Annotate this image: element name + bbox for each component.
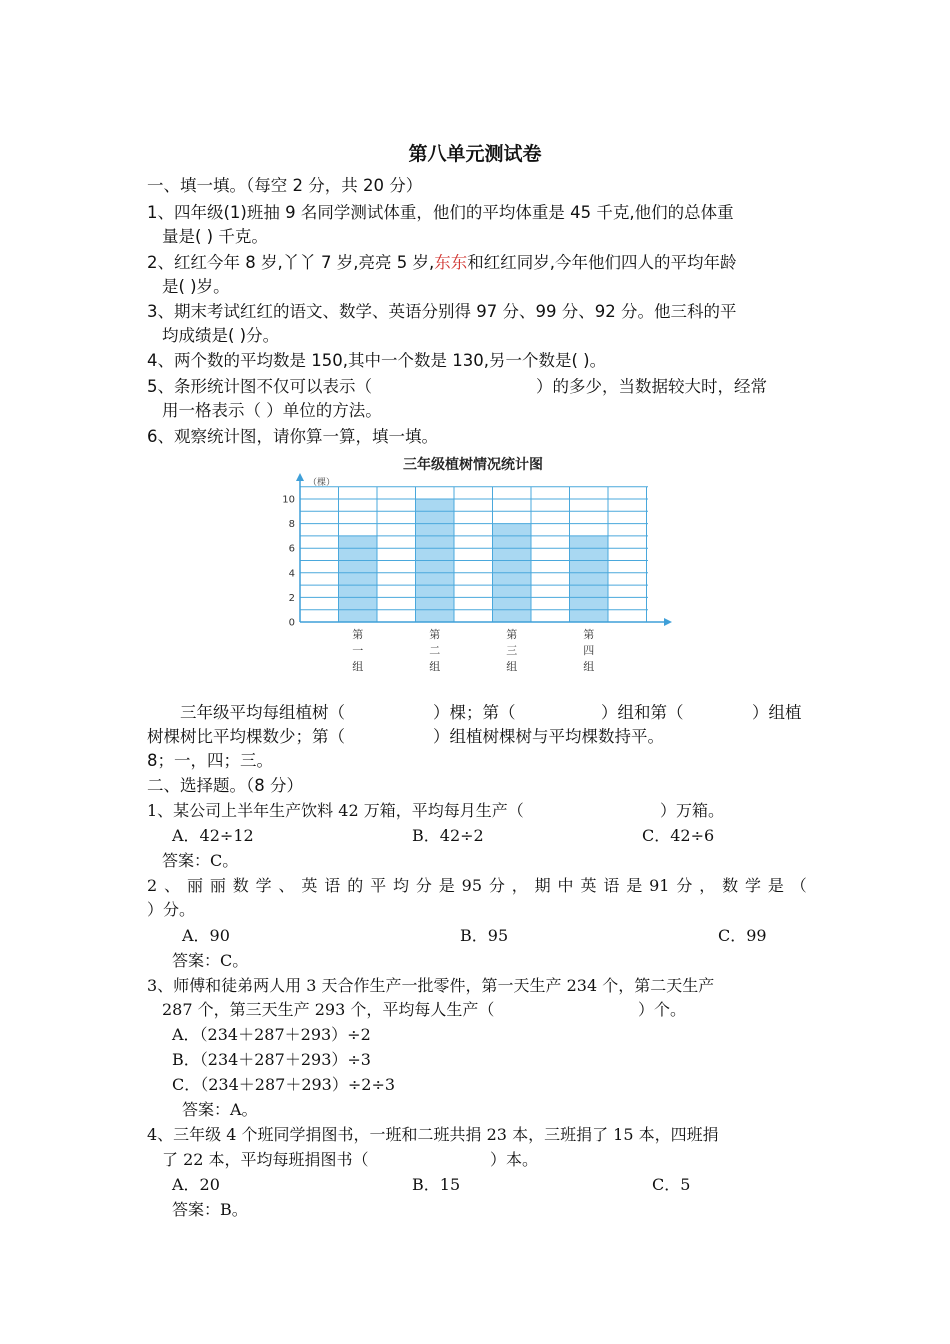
c2-stem-token: 是 [626,876,643,895]
c4-option-b: B．15 [412,1175,461,1194]
bar-1 [339,536,378,622]
c1-option-a: A．42÷12 [172,826,254,845]
section-1-header: 一、填一填。（每空 2 分，共 20 分） [147,176,423,195]
q2-line2: 是( )岁。 [162,277,230,296]
x-category-label: 二 [429,644,441,657]
c1-stem-b: ）万箱。 [660,801,725,820]
c2-stem-token: 数 [232,876,249,895]
x-category-label: 第 [429,628,441,641]
c2-stem-token: 丽 [186,876,203,895]
c4-line2-b: ）本。 [490,1150,539,1169]
c2-stem-token: 语 [324,876,341,895]
c2-stem-token: 丽 [209,876,226,895]
x-category-label: 组 [352,660,364,673]
c2-stem-token: 、 [278,876,295,895]
c1-option-b: B．42÷2 [412,826,484,845]
c2-stem-token: 95 [461,876,482,895]
x-axis-arrow [664,618,672,626]
c2-stem-token: 语 [603,876,620,895]
c2-stem-token: 是 [438,876,455,895]
q4-line1: 4、两个数的平均数是 150,其中一个数是 130,另一个数是( )。 [147,351,607,370]
q3-line2: 均成绩是( )分。 [162,326,280,345]
q6-answer: 8；一，四；三。 [147,751,273,770]
section-2-header: 二、选择题。（8 分） [147,776,303,795]
q6-fill-l1-a: 三年级平均每组植树（ [180,703,345,722]
x-category-label: 第 [352,628,364,641]
chart-svg [268,449,678,679]
chart-title: 三年级植树情况统计图 [403,457,543,473]
c1-stem-a: 1、某公司上半年生产饮料 42 万箱，平均每月生产（ [147,801,524,820]
q1-line1: 1、四年级(1)班抽 9 名同学测试体重，他们的平均体重是 45 千克,他们的总体重 [147,203,734,222]
c2-stem-token: 分 [488,876,505,895]
q5-line1-b: ）的多少，当数据较大时，经常 [536,377,767,396]
c2-stem-token: 分 [415,876,432,895]
tree-planting-bar-chart [268,449,678,679]
page-title: 第八单元测试卷 [408,143,542,165]
c2-stem-token: 91 [649,876,670,895]
c1-option-c: C．42÷6 [642,826,715,845]
y-tick-label: 0 [288,617,295,629]
y-tick-label: 6 [288,543,295,555]
q6-fill-l1-b: ）棵；第（ [433,703,516,722]
c2-option-c: C．99 [718,926,767,945]
c2-option-b: B．95 [460,926,509,945]
c3-option-b: B．（234＋287＋293）÷3 [172,1050,371,1069]
c2-stem-token: ， [699,876,716,895]
x-category-label: 四 [583,644,595,657]
c1-answer: 答案：C。 [162,851,239,870]
q6-line1: 6、观察统计图，请你算一算，填一填。 [147,427,438,446]
y-tick-label: 10 [282,494,295,506]
c4-answer: 答案：B。 [172,1200,248,1219]
c2-stem-token: 英 [301,876,318,895]
c3-option-a: A．（234＋287＋293）÷2 [172,1025,371,1044]
q2-line1-part-a: 2、红红今年 8 岁,丫丫 7 岁,亮亮 5 岁, [147,253,435,272]
y-axis-unit-label: （棵） [308,478,336,488]
c4-line2-a: 了 22 本，平均每班捐图书（ [162,1150,369,1169]
q3-line1: 3、期末考试红红的语文、数学、英语分别得 97 分、99 分、92 分。他三科的平 [147,302,737,321]
c2-stem-token: 是 [767,876,784,895]
c3-line2-b: ）个。 [638,1000,687,1019]
x-category-label: 第 [506,628,518,641]
c4-line1: 4、三年级 4 个班同学捐图书，一班和二班共捐 23 本，三班捐了 15 本，四班捐 [147,1125,719,1144]
c2-option-a: A．90 [182,926,230,945]
c3-line1: 3、师傅和徒弟两人用 3 天合作生产一批零件，第一天生产 234 个，第二天生产 [147,976,715,995]
q6-fill-l1-d: ）组植 [752,703,802,722]
y-tick-label: 4 [288,568,295,580]
c3-answer: 答案：A。 [182,1100,258,1119]
c2-stem-token: 学 [745,876,762,895]
c2-stem-token: 平 [370,876,387,895]
c2-stem-token: 、 [164,876,181,895]
q6-fill-l1-c: ）组和第（ [601,703,684,722]
c2-stem-line2: ）分。 [147,900,196,919]
c2-answer: 答案：C。 [172,951,249,970]
x-category-label: 三 [506,644,518,657]
c2-stem-token: ， [511,876,528,895]
c3-option-c: C．（234＋287＋293）÷2÷3 [172,1075,396,1094]
x-category-label: 一 [352,644,364,657]
q2-highlight-name: 东东 [434,253,468,272]
c3-line2-a: 287 个，第三天生产 293 个，平均每人生产（ [162,1000,495,1019]
c2-stem-token: 中 [557,876,574,895]
c2-stem-token: （ [790,876,807,895]
c2-stem-token: 均 [392,876,409,895]
c2-stem-token: 数 [722,876,739,895]
y-axis-arrow [296,473,304,481]
c4-option-a: A．20 [172,1175,220,1194]
c2-stem-token: 2 [147,876,158,895]
bar-4 [570,536,609,622]
x-category-label: 第 [583,628,595,641]
q2-line1 [147,251,736,275]
y-tick-label: 8 [288,519,295,531]
y-tick-label: 2 [288,592,295,604]
x-category-label: 组 [429,660,441,673]
q6-fill-l2-b: ）组植树棵树与平均棵数持平。 [433,727,664,746]
x-category-label: 组 [583,660,595,673]
q2-line1-part-b: 和红红同岁,今年他们四人的平均年龄 [467,253,737,272]
c2-stem-token: 学 [255,876,272,895]
c2-stem-token: 期 [534,876,551,895]
q5-line1-a: 5、条形统计图不仅可以表示（ [147,377,372,396]
c2-stem-token: 分 [676,876,693,895]
c2-stem-line1 [147,874,807,898]
q1-line2: 量是( ) 千克。 [162,227,268,246]
c4-option-c: C．5 [652,1175,691,1194]
x-category-label: 组 [506,660,518,673]
q5-line2: 用一格表示（ ）单位的方法。 [162,401,382,420]
c2-stem-token: 英 [580,876,597,895]
c2-stem-token: 的 [347,876,364,895]
q6-fill-l2-a: 树棵树比平均棵数少；第（ [147,727,345,746]
